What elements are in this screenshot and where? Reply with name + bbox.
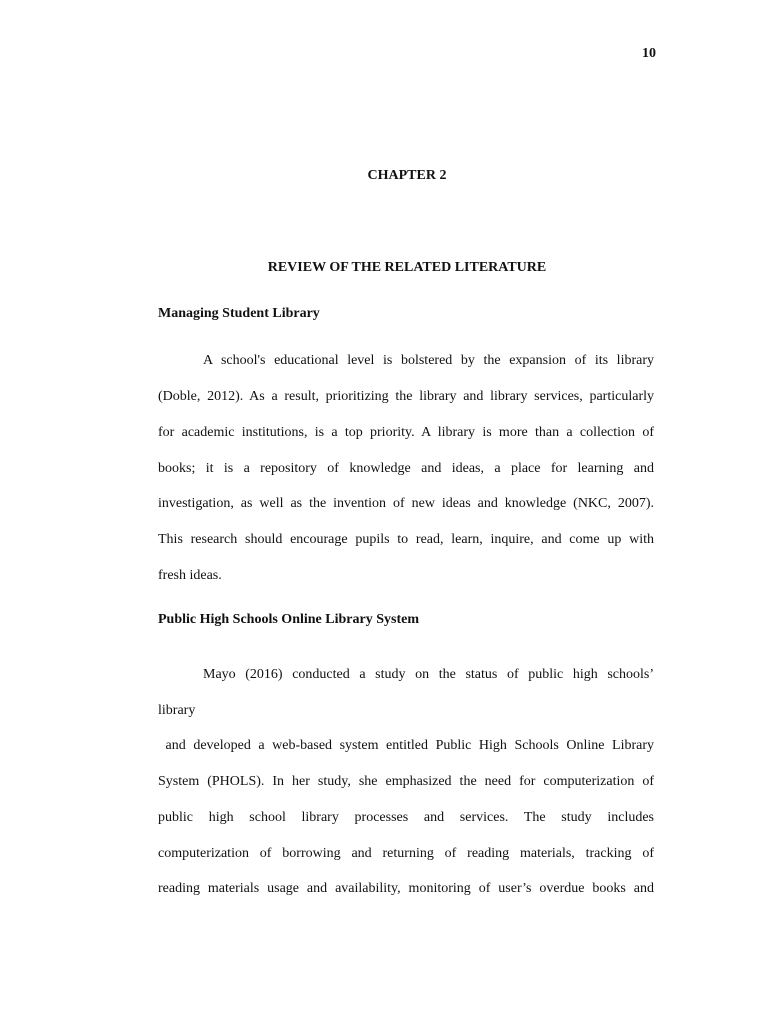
section-heading: Public High Schools Online Library System — [158, 612, 419, 627]
paragraph-line: (Doble, 2012). As a result, prioritizing the library and library services, particularly — [158, 389, 654, 404]
paragraph-line: public high school library processes and services. The study includes — [158, 810, 654, 825]
page-number: 10 — [642, 46, 656, 61]
paragraph-line: Mayo (2016) conducted a study on the status of public high schools’ — [203, 667, 654, 682]
chapter-title: REVIEW OF THE RELATED LITERATURE — [267, 260, 547, 275]
paragraph-line: reading materials usage and availability, monitoring of user’s overdue books and — [158, 881, 654, 896]
paragraph-line: System (PHOLS). In her study, she emphasized the need for computerization of — [158, 774, 654, 789]
paragraph-line: This research should encourage pupils to read, learn, inquire, and come up with — [158, 532, 654, 547]
paragraph-line: books; it is a repository of knowledge and ideas, a place for learning and — [158, 461, 654, 476]
paragraph-line: computerization of borrowing and returning of reading materials, tracking of — [158, 846, 654, 861]
paragraph-line: for academic institutions, is a top priority. A library is more than a collection of — [158, 425, 654, 440]
paragraph-line: and developed a web-based system entitled Public High Schools Online Library — [158, 738, 654, 753]
chapter-heading: CHAPTER 2 — [367, 168, 447, 183]
paragraph-line: A school's educational level is bolstered by the expansion of its library — [203, 353, 654, 368]
paragraph-line: library — [158, 703, 196, 718]
section-heading: Managing Student Library — [158, 306, 320, 321]
paragraph-line: investigation, as well as the invention of new ideas and knowledge (NKC, 2007). — [158, 496, 654, 511]
paragraph-line: fresh ideas. — [158, 568, 222, 583]
